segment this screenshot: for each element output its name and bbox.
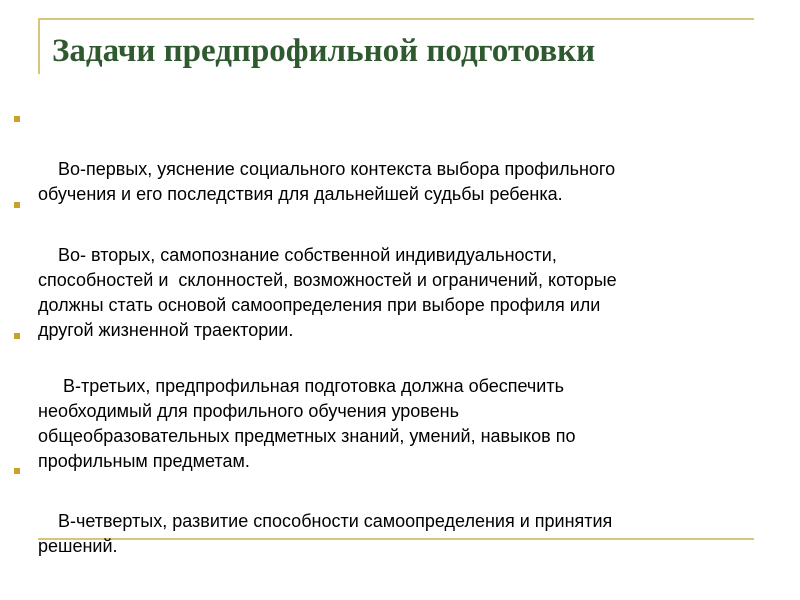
bullet-text-4: В-четвертых, развитие способности самоопределения и принятия решений. (38, 511, 613, 556)
square-bullet-icon (14, 333, 20, 339)
bullet-text-1: Во-первых, уяснение социального контекста выбора профильного обучения и его последствия для дальнейшей судьбы ребенка. (38, 159, 616, 204)
bullet-text-3: В-третьих, предпрофильная подготовка должна обеспечить необходимый для профильного обучения уровень общеобразовательных предметных знаний, умений, навыков по профильным предметам. (38, 376, 576, 471)
bullet-text-2: Во- вторых, самопознание собственной индивидуальности, способностей и склонностей, возможностей и ограничений, которые должны стать основой самоопределения при выборе профиля или другой жизненной траектории. (38, 245, 617, 340)
square-bullet-icon (14, 116, 20, 122)
bullet-item-4 (38, 459, 790, 584)
square-bullet-icon (14, 202, 20, 208)
square-bullet-icon (14, 468, 20, 474)
slide-title: Задачи предпрофильной подготовки (52, 33, 596, 69)
